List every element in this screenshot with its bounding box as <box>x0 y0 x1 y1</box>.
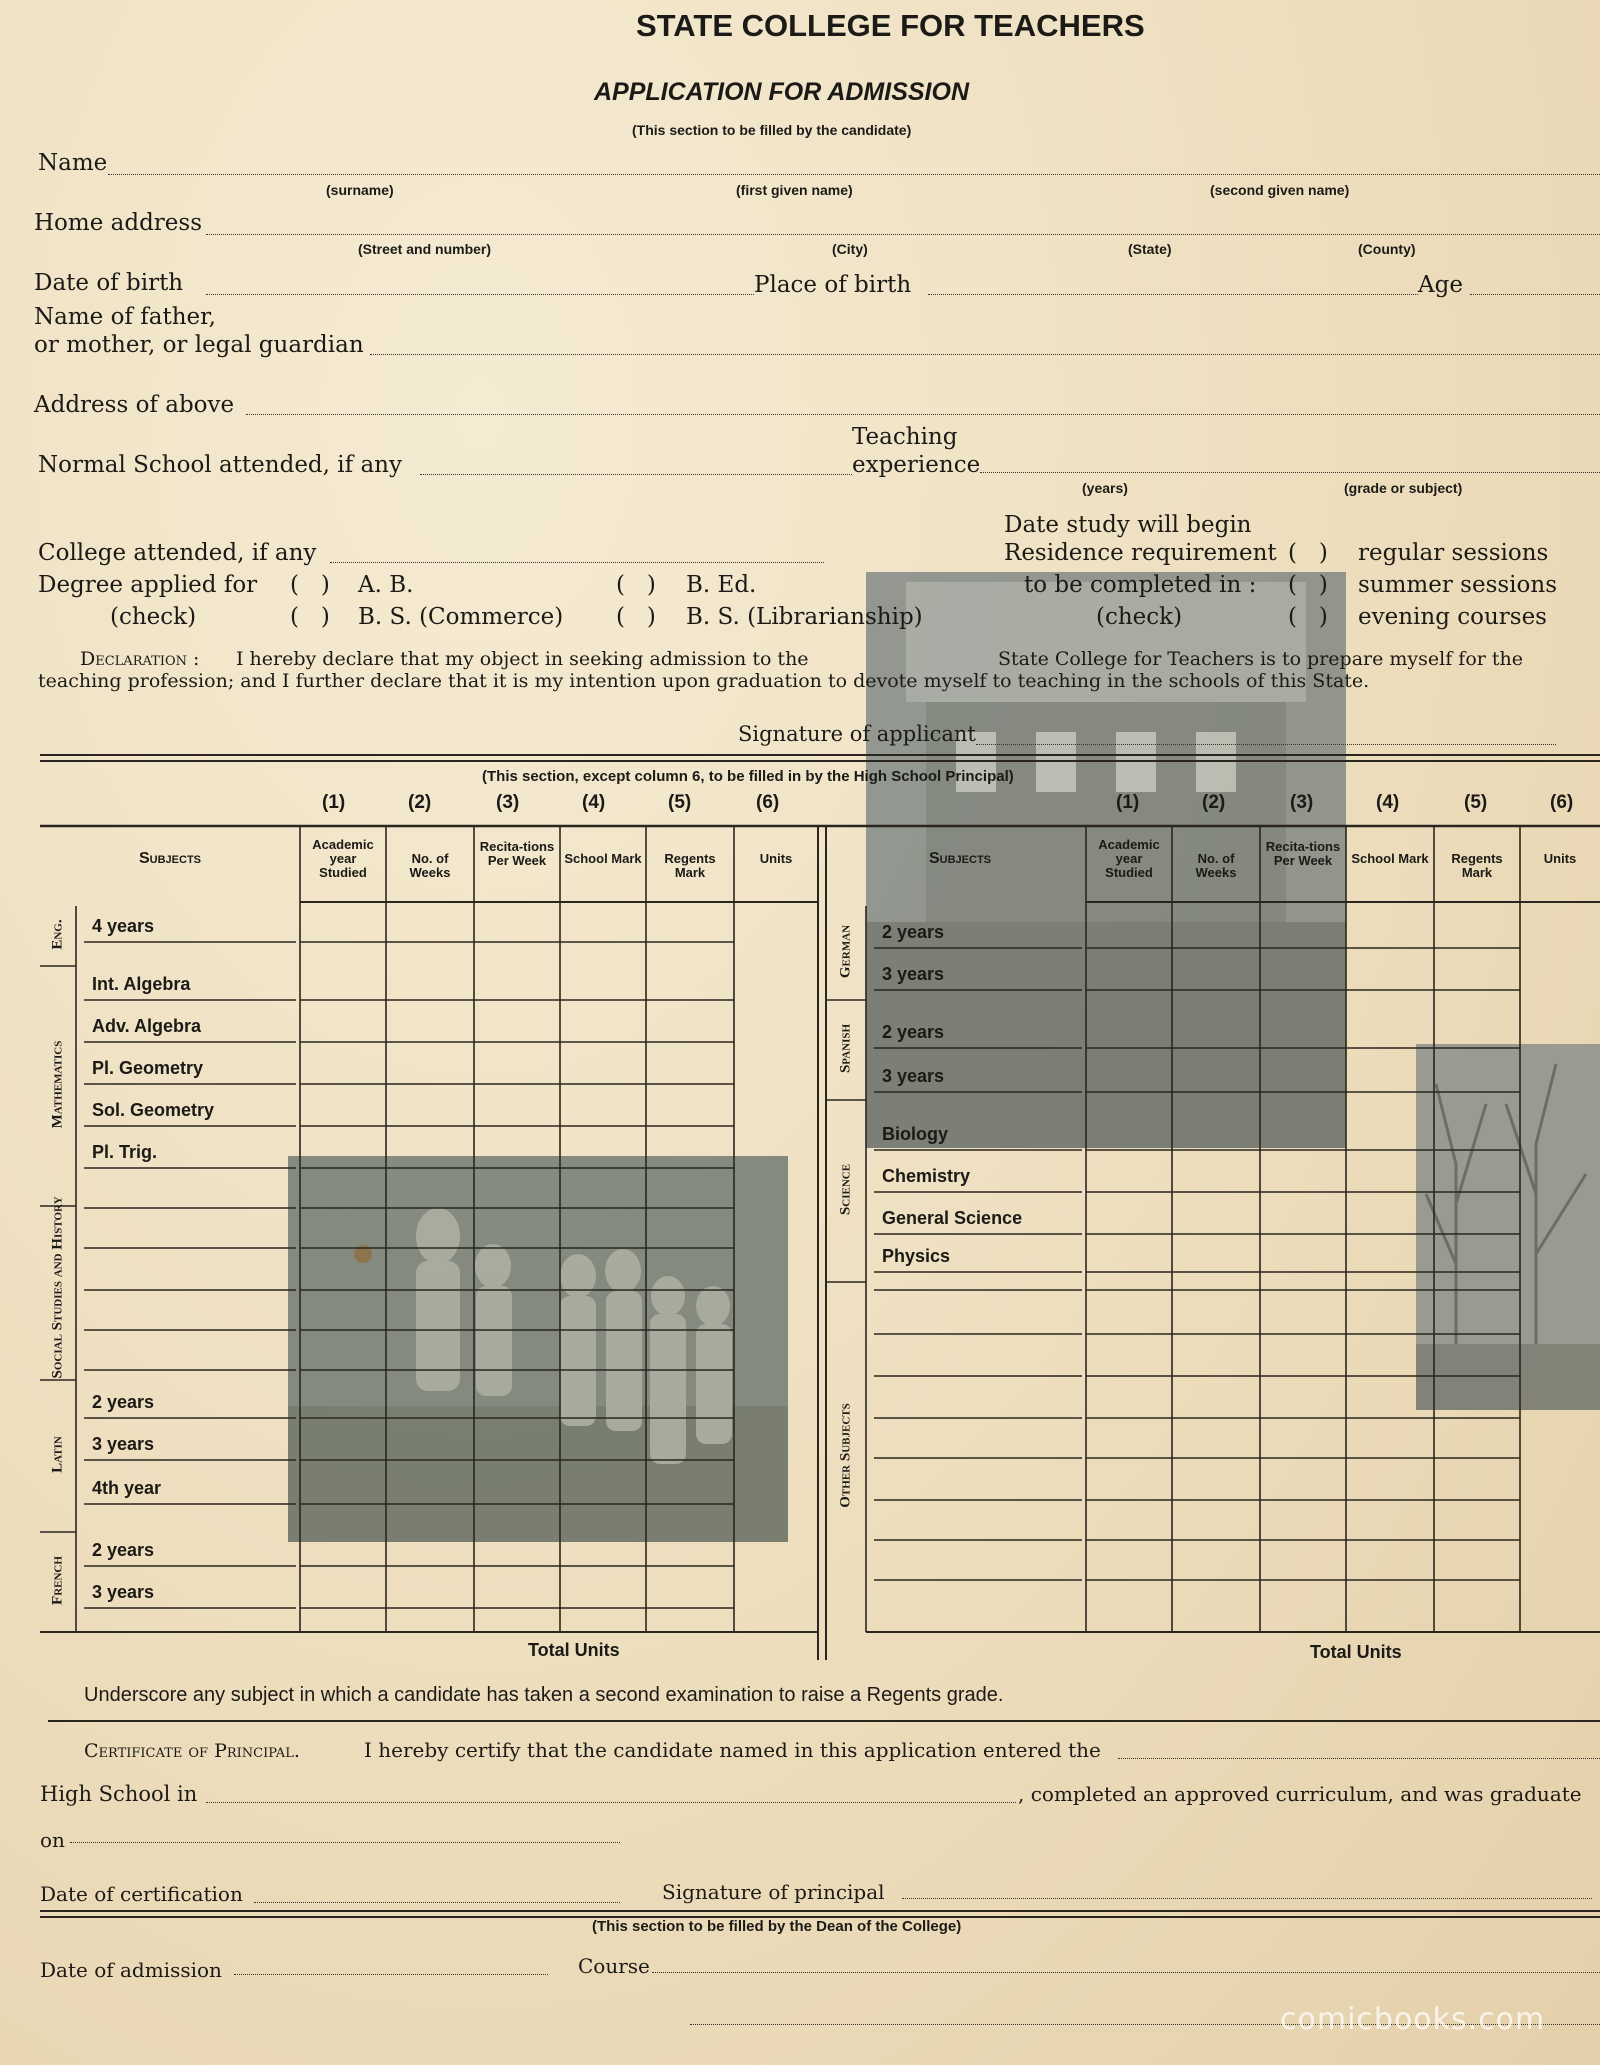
col-header-right: No. of Weeks <box>1195 851 1237 880</box>
date-cert-label: Date of certification <box>40 1882 243 1906</box>
left-subject-latin-2: 2 years <box>92 1392 155 1412</box>
col-header-left: Recita-tions Per Week <box>479 839 555 868</box>
col-number-right: (2) <box>1202 792 1226 813</box>
col-number-right: (1) <box>1116 792 1140 813</box>
total-units-left: Total Units <box>528 1640 620 1660</box>
father-label-1: Name of father, <box>34 304 216 330</box>
dean-section-note: (This section to be filled by the Dean of the College) <box>592 1918 962 1935</box>
second-name-caption: (second given name) <box>1210 182 1350 198</box>
col-number-left: (1) <box>322 792 346 813</box>
col-number-right: (6) <box>1550 792 1574 813</box>
declaration-text-3: teaching profession; and I further declare that it is my intention upon graduation to devote myself to teaching in the schools of this State. <box>38 670 1370 692</box>
left-subject-eng-4: 4 years <box>92 916 155 936</box>
residence-label: Residence requirement <box>1004 540 1277 566</box>
right-subject-german-3: 3 years <box>882 964 945 984</box>
grade-caption: (grade or subject) <box>1344 480 1463 496</box>
left-subject-int-algebra: Int. Algebra <box>92 974 191 994</box>
first-name-caption: (first given name) <box>736 182 853 198</box>
form-title: STATE COLLEGE FOR TEACHERS <box>636 8 1145 43</box>
form-subtitle: APPLICATION FOR ADMISSION <box>594 78 969 106</box>
col-header-right: Units <box>1543 851 1577 866</box>
residence-evening-label: evening courses <box>1358 604 1547 630</box>
normal-school-label: Normal School attended, if any <box>38 452 402 478</box>
col-header-left: Academic year Studied <box>312 837 374 880</box>
degree-bs-commerce-label: B. S. (Commerce) <box>358 604 564 630</box>
degree-bs-librarianship-label: B. S. (Librarianship) <box>686 604 923 630</box>
divider-bottom-1 <box>40 1910 1600 1912</box>
declaration-text-1: I hereby declare that my object in seeking admission to the <box>236 648 809 670</box>
col-header-left: Units <box>759 851 793 866</box>
col-number-right: (3) <box>1290 792 1314 813</box>
left-subject-adv-algebra: Adv. Algebra <box>92 1016 202 1036</box>
age-label: Age <box>1418 272 1463 298</box>
group-label-science: Science <box>837 1163 854 1216</box>
degree-bed-checkbox[interactable]: ( ) <box>616 572 656 598</box>
col-header-left: No. of Weeks <box>409 851 451 880</box>
name-label: Name <box>38 150 108 176</box>
underscore-note: Underscore any subject in which a candidate has taken a second examination to raise a Regents grade. <box>84 1684 1004 1706</box>
father-label-2: or mother, or legal guardian <box>34 332 364 358</box>
signature-applicant-label: Signature of applicant <box>738 722 976 746</box>
left-subject-sol-geometry: Sol. Geometry <box>92 1100 215 1120</box>
right-subject-spanish-2: 2 years <box>882 1022 945 1042</box>
degree-ab-label: A. B. <box>358 572 414 598</box>
degree-label: Degree applied for <box>38 572 258 598</box>
left-subject-french-3: 3 years <box>92 1582 155 1602</box>
col-number-left: (5) <box>668 792 692 813</box>
address-above-label: Address of above <box>34 392 235 418</box>
declaration-head: Declaration : <box>80 648 200 670</box>
course-field[interactable] <box>652 1972 1600 1973</box>
certificate-head: Certificate of Principal. <box>84 1740 300 1762</box>
degree-bed-label: B. Ed. <box>686 572 757 598</box>
degree-bs-librarianship-checkbox[interactable]: ( ) <box>616 604 656 630</box>
col-header-right: School Mark <box>1351 851 1429 866</box>
total-units-right: Total Units <box>1310 1642 1402 1662</box>
certificate-text-2: , completed an approved curriculum, and was graduate <box>1018 1782 1582 1806</box>
col-header-left: Regents Mark <box>664 851 716 880</box>
col-header-right: Academic year Studied <box>1098 837 1160 880</box>
street-caption: (Street and number) <box>358 241 492 257</box>
course-label: Course <box>578 1954 650 1978</box>
group-label-english: Eng. <box>49 919 66 950</box>
col-number-right: (4) <box>1376 792 1400 813</box>
certificate-entered-field[interactable] <box>1118 1758 1600 1759</box>
right-subject-chemistry: Chemistry <box>882 1166 971 1186</box>
date-cert-field[interactable] <box>254 1902 620 1903</box>
group-label-german: German <box>837 924 854 979</box>
group-label-spanish: Spanish <box>837 1023 854 1074</box>
candidate-section-note: (This section to be filled by the candidate) <box>632 122 912 138</box>
residence-regular-label: regular sessions <box>1358 540 1549 566</box>
group-label-french: French <box>49 1556 66 1605</box>
city-caption: (City) <box>832 241 868 257</box>
left-subject-french-2: 2 years <box>92 1540 155 1560</box>
right-subject-german-2: 2 years <box>882 922 945 942</box>
col-header-right: Regents Mark <box>1451 851 1503 880</box>
group-label-social: Social Studies and History <box>49 1196 66 1379</box>
county-caption: (County) <box>1358 241 1416 257</box>
right-subject-biology: Biology <box>882 1124 948 1144</box>
group-label-math: Mathematics <box>49 1040 66 1129</box>
col-number-left: (3) <box>496 792 520 813</box>
group-label-other: Other Subjects <box>837 1403 854 1508</box>
date-admission-label: Date of admission <box>40 1958 222 1982</box>
degree-check-caption: (check) <box>110 604 197 630</box>
right-subject-gen-science: General Science <box>882 1208 1023 1228</box>
col-number-left: (4) <box>582 792 606 813</box>
residence-evening-checkbox[interactable]: ( ) <box>1288 604 1328 630</box>
sig-principal-label: Signature of principal <box>662 1880 885 1904</box>
certificate-text-1: I hereby certify that the candidate named in this application entered the <box>364 1738 1101 1762</box>
residence-summer-label: summer sessions <box>1358 572 1557 598</box>
right-subject-physics: Physics <box>882 1246 951 1266</box>
college-label: College attended, if any <box>38 540 317 566</box>
divider-mid <box>48 1720 1600 1722</box>
years-caption: (years) <box>1082 480 1128 496</box>
date-study-label: Date study will begin <box>1004 512 1252 538</box>
high-school-label: High School in <box>40 1782 198 1806</box>
teaching-label-1: Teaching <box>852 424 958 450</box>
on-label: on <box>40 1828 65 1852</box>
degree-bs-commerce-checkbox[interactable]: ( ) <box>290 604 330 630</box>
teaching-label-2: experience <box>852 452 981 478</box>
pob-label: Place of birth <box>754 272 912 298</box>
left-subject-latin-4: 4th year <box>92 1478 162 1498</box>
right-subject-spanish-3: 3 years <box>882 1066 945 1086</box>
home-address-label: Home address <box>34 210 203 236</box>
col-header-left: School Mark <box>564 851 642 866</box>
left-subject-pl-trig: Pl. Trig. <box>92 1142 158 1162</box>
residence-regular-checkbox[interactable]: ( ) <box>1288 540 1328 566</box>
date-admission-field[interactable] <box>234 1974 548 1975</box>
residence-label-2: to be completed in : <box>1024 572 1257 598</box>
subjects-header-left: Subjects <box>138 850 201 867</box>
col-header-right: Recita-tions Per Week <box>1265 839 1341 868</box>
declaration-text-2: State College for Teachers is to prepare myself for the <box>998 648 1524 670</box>
left-subject-pl-geometry: Pl. Geometry <box>92 1058 204 1078</box>
col-number-left: (2) <box>408 792 432 813</box>
state-caption: (State) <box>1128 241 1172 257</box>
residence-check-caption: (check) <box>1096 604 1183 630</box>
subjects-header-right: Subjects <box>928 850 991 867</box>
group-label-latin: Latin <box>49 1436 66 1473</box>
surname-caption: (surname) <box>326 182 394 198</box>
watermark: comicbooks.com <box>1280 2002 1546 2037</box>
sig-principal-field[interactable] <box>902 1898 1592 1899</box>
dob-label: Date of birth <box>34 270 184 296</box>
graduation-date-field[interactable] <box>70 1842 620 1843</box>
degree-ab-checkbox[interactable]: ( ) <box>290 572 330 598</box>
high-school-field[interactable] <box>206 1802 1016 1803</box>
col-number-left: (6) <box>756 792 780 813</box>
principal-section-note: (This section, except column 6, to be filled in by the High School Principal) <box>482 768 1014 785</box>
col-number-right: (5) <box>1464 792 1488 813</box>
residence-summer-checkbox[interactable]: ( ) <box>1288 572 1328 598</box>
left-subject-latin-3: 3 years <box>92 1434 155 1454</box>
